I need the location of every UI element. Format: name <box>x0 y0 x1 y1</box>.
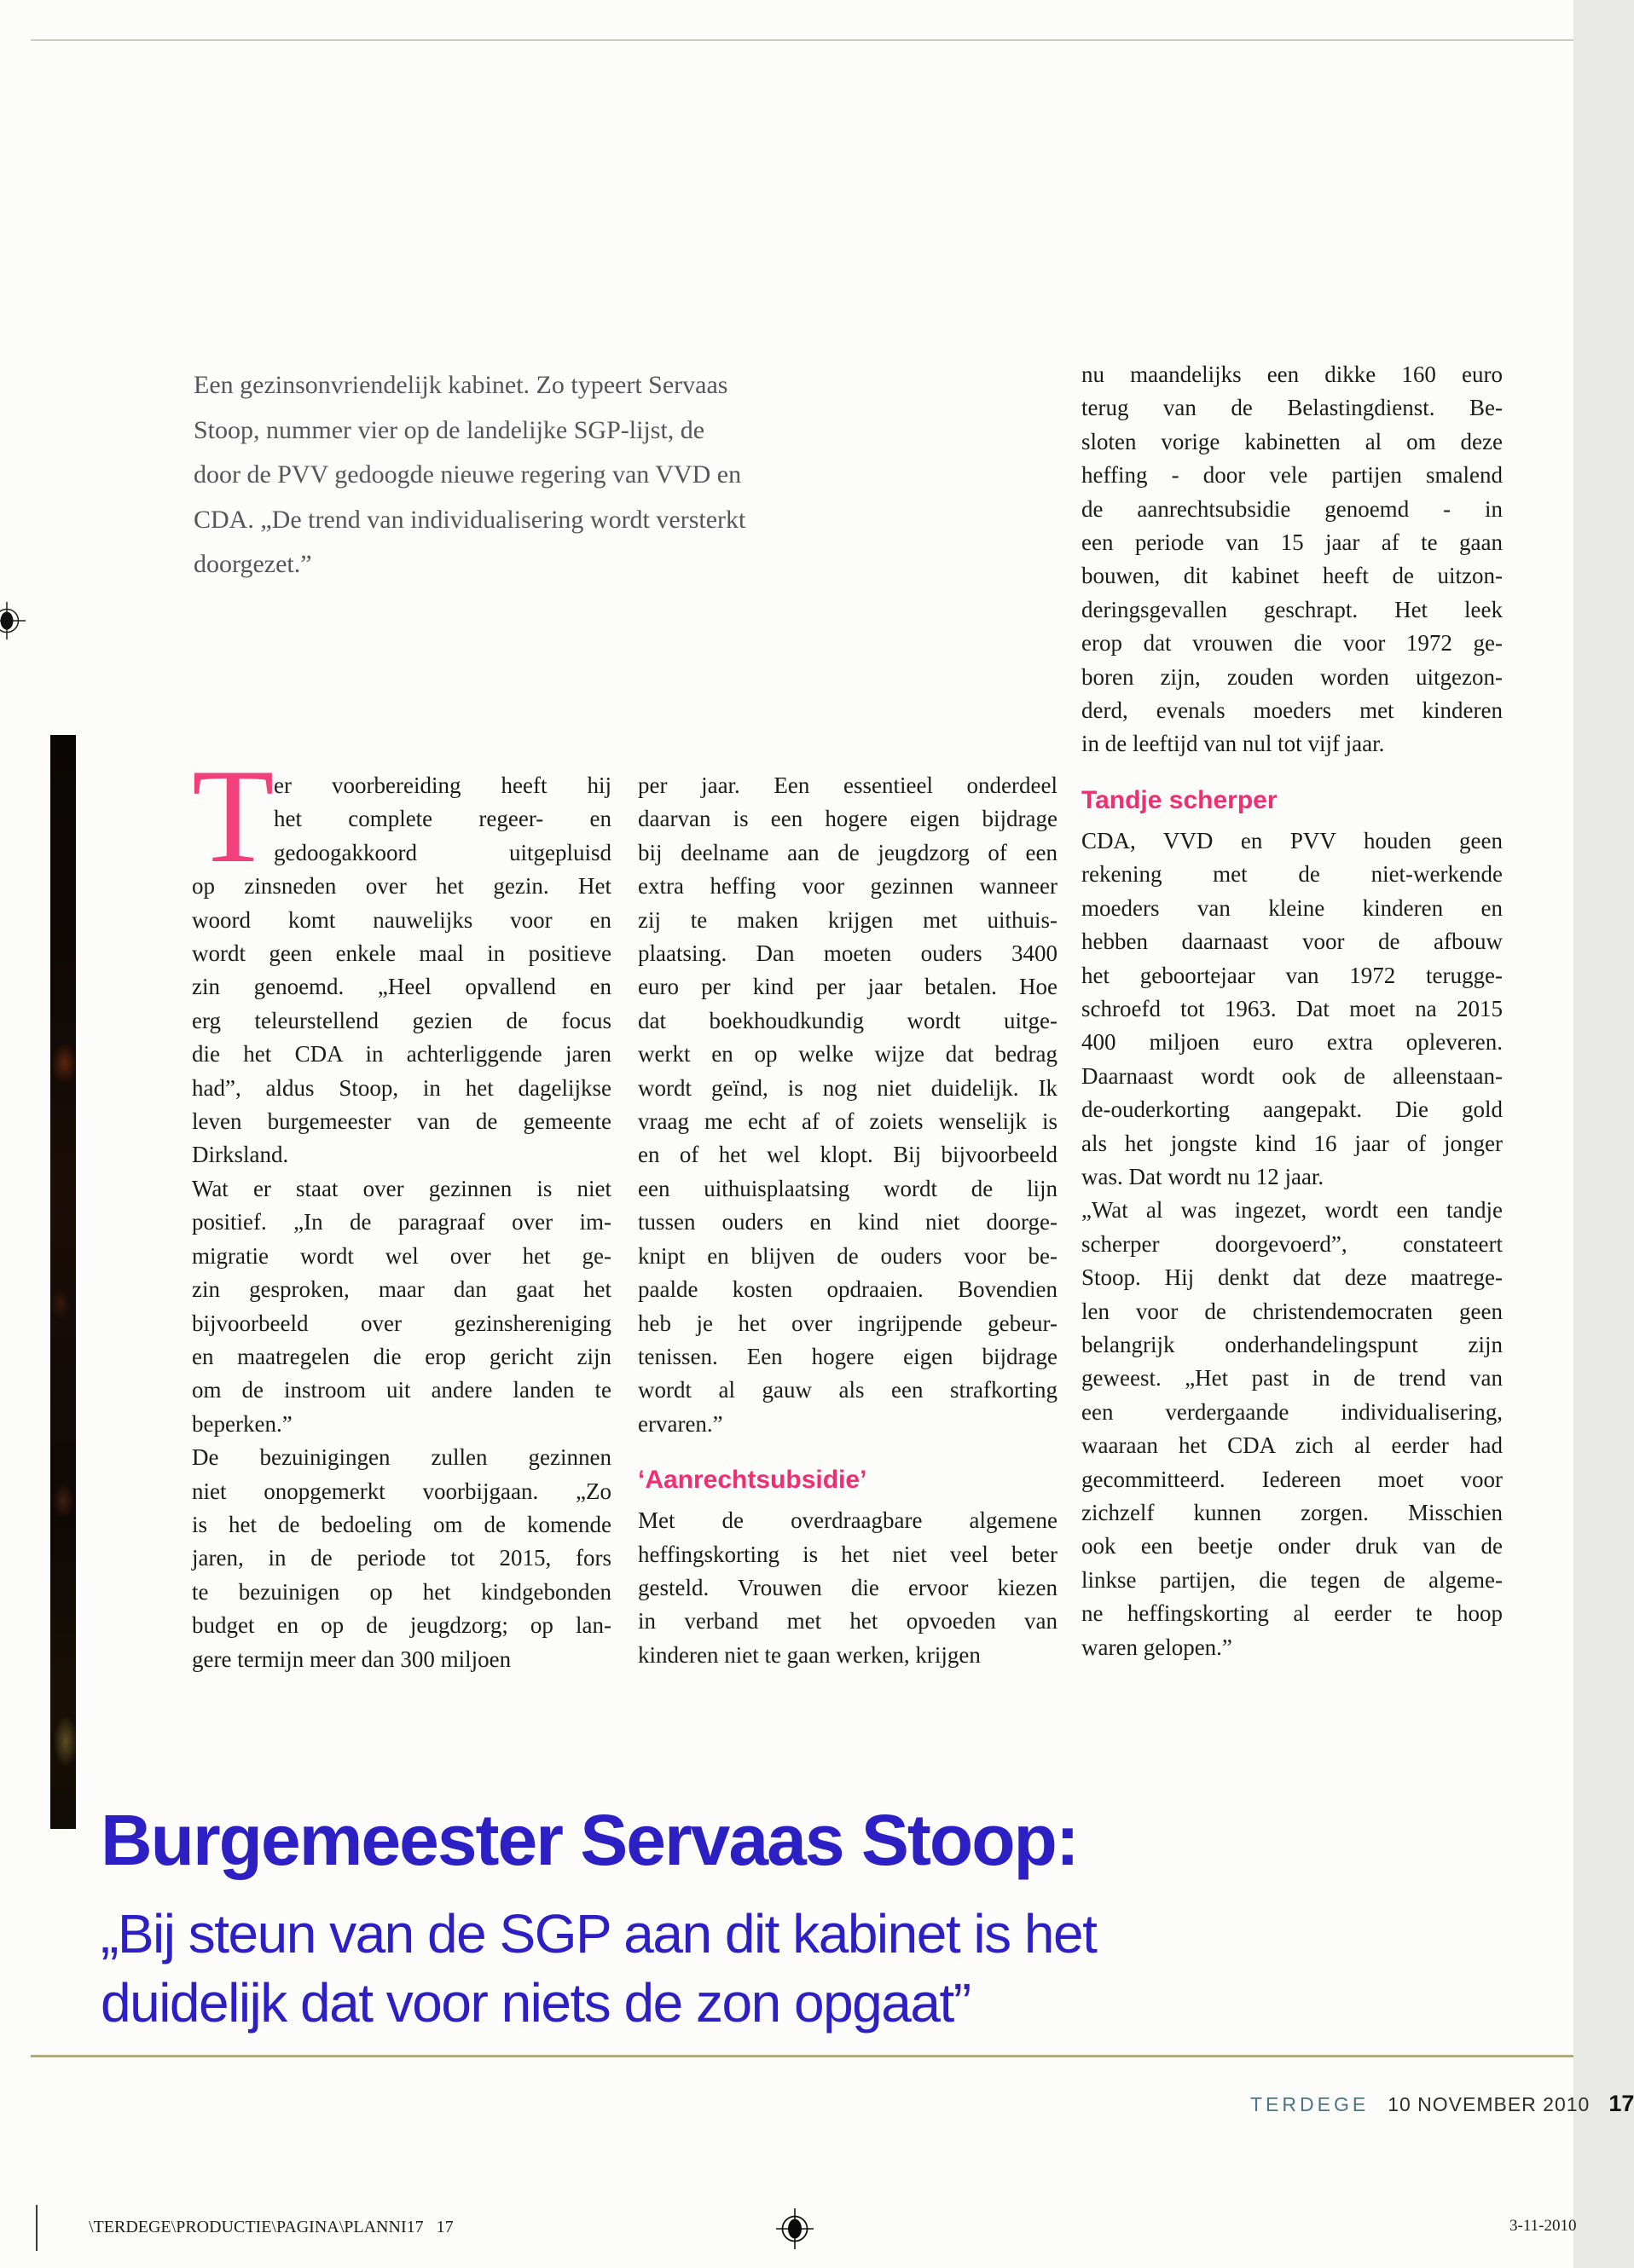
registration-mark-center-icon <box>774 2208 815 2249</box>
text-line: schroefd tot 1963. Dat moet na 2015 <box>1081 995 1503 1021</box>
text-line: niet onopgemerkt voorbijgaan. „Zo <box>192 1478 611 1504</box>
text-line: heffingskorting is het niet veel beter <box>638 1541 1057 1567</box>
footer-page-number: 17 <box>1608 2091 1634 2116</box>
text-line: derd, evenals moeders met kinderen <box>1081 697 1503 724</box>
registration-mark-left-icon <box>0 602 26 639</box>
text-line: het geboortejaar van 1972 terugge- <box>1081 962 1503 988</box>
intro-standfirst <box>194 363 746 587</box>
text-line: wordt al gauw als een strafkorting <box>638 1377 1057 1403</box>
column-3-text-bottom <box>1081 824 1503 1664</box>
text-line: bouwen, dit kabinet heeft de uitzon- <box>1081 563 1503 589</box>
text-line: hebben daarnaast voor de afbouw <box>1081 929 1503 955</box>
text-line: als het jongste kind 16 jaar of jonger <box>1081 1130 1503 1156</box>
text-line: Met de overdraagbare algemene <box>638 1507 1057 1534</box>
print-path: \TERDEGE\PRODUCTIE\PAGINA\PLANNI17 17 <box>89 2218 454 2236</box>
text-line: te bezuinigen op het kindgebonden <box>192 1578 611 1605</box>
text-line: woord komt nauwelijks voor en <box>192 906 611 933</box>
text-line: plaatsing. Dan moeten ouders 3400 <box>638 940 1057 967</box>
text-line: in verband met het opvoeden van <box>638 1608 1057 1634</box>
headline-quote-line-2: duidelijk dat voor niets de zon opgaat” <box>101 1972 971 2034</box>
text-line: per jaar. Een essentieel onderdeel <box>638 772 1057 798</box>
text-line: Stoop, nummer vier op de landelijke SGP-lijst, de <box>194 415 705 444</box>
headline-kicker: Burgemeester Servaas Stoop: <box>101 1800 1078 1880</box>
text-line: vraag me echt af of zoiets wenselijk is <box>638 1108 1057 1135</box>
text-line: door de PVV gedoogde nieuwe regering van VVD en <box>194 460 742 489</box>
text-line: en of het wel klopt. Bij bijvoorbeeld <box>638 1142 1057 1168</box>
column-3-text-top <box>1081 358 1503 761</box>
text-line: een verdergaande individualisering, <box>1081 1398 1503 1425</box>
text-line: terug van de Belastingdienst. Be- <box>1081 395 1503 421</box>
text-line: er voorbereiding heeft hij <box>274 772 611 798</box>
text-line: gere termijn meer dan 300 miljoen <box>192 1646 512 1672</box>
text-line: len voor de christendemocraten geen <box>1081 1298 1503 1324</box>
article-column-3 <box>1081 358 1503 1664</box>
text-line: de-ouderkorting aangepakt. Die gold <box>1081 1096 1503 1123</box>
headline-quote-line-1: „Bij steun van de SGP aan dit kabinet is het <box>101 1903 1097 1964</box>
text-line: het complete regeer- en <box>274 806 611 832</box>
article-column-1 <box>192 742 611 1676</box>
text-line: De bezuinigingen zullen gezinnen <box>192 1444 611 1471</box>
column-2-text-top <box>638 769 1057 1441</box>
subheading-aanrechtsubsidie: ‘Aanrechtsubsidie’ <box>638 1466 867 1495</box>
text-line: kinderen niet te gaan werken, krijgen <box>638 1641 981 1668</box>
text-line: gesteld. Vrouwen die ervoor kiezen <box>638 1574 1057 1600</box>
text-line: een uithuisplaatsing wordt de lijn <box>638 1175 1057 1201</box>
text-line: budget en op de jeugdzorg; op lan- <box>192 1612 611 1639</box>
footer-issue-date: 10 NOVEMBER 2010 <box>1388 2093 1591 2115</box>
text-line: CDA. „De trend van individualisering wordt versterkt <box>194 505 746 534</box>
text-line: positief. „In de paragraaf over im- <box>192 1209 611 1235</box>
text-line: beperken.” <box>192 1410 293 1437</box>
text-line: „Wat al was ingezet, wordt een tandje <box>1081 1197 1503 1224</box>
top-rule <box>31 39 1573 41</box>
text-line: rekening met de niet-werkende <box>1081 861 1503 888</box>
text-line: om de instroom uit andere landen te <box>192 1377 611 1403</box>
text-line: zin gesproken, maar dan gaat het <box>192 1276 611 1303</box>
text-line: de aanrechtsubsidie genoemd - in <box>1081 495 1503 522</box>
text-line: zin genoemd. „Heel opvallend en <box>192 974 611 1000</box>
text-line: dat boekhoudkundig wordt uitge- <box>638 1007 1057 1033</box>
text-line: werkt en op welke wijze dat bedrag <box>638 1041 1057 1067</box>
text-line: deringsgevallen geschrapt. Het leek <box>1081 596 1503 622</box>
crop-tick <box>36 2205 38 2251</box>
text-line: sloten vorige kabinetten al om deze <box>1081 428 1503 454</box>
column-2-text-bottom <box>638 1504 1057 1672</box>
text-line: wordt geen enkele maal in positieve <box>192 940 611 967</box>
text-line: en maatregelen die erop gericht zijn <box>192 1343 611 1369</box>
text-line: scherper doorgevoerd”, constateert <box>1081 1230 1503 1257</box>
headline-quote <box>101 1900 1465 2038</box>
text-line: in de leeftijd van nul tot vijf jaar. <box>1081 731 1385 757</box>
text-line: Een gezinsonvriendelijk kabinet. Zo typeert Servaas <box>194 371 728 399</box>
text-line: erop dat vrouwen die voor 1972 ge- <box>1081 630 1503 657</box>
text-line: nu maandelijks een dikke 160 euro <box>1081 362 1503 387</box>
text-line: zichzelf kunnen zorgen. Misschien <box>1081 1500 1503 1525</box>
text-line: een periode van 15 jaar af te gaan <box>1081 529 1503 556</box>
text-line: was. Dat wordt nu 12 jaar. <box>1081 1163 1324 1189</box>
column-1-text <box>192 742 611 1676</box>
text-line: gecommitteerd. Iedereen moet voor <box>1081 1466 1503 1492</box>
print-date: 3-11-2010 <box>1509 2217 1577 2235</box>
text-line: paalde kosten opdraaien. Bovendien <box>638 1276 1057 1303</box>
text-line: had”, aldus Stoop, in het dagelijkse <box>192 1074 611 1101</box>
text-line: ook een beetje onder druk van de <box>1081 1533 1503 1559</box>
text-line: knipt en blijven de ouders voor be- <box>638 1242 1057 1269</box>
text-line: wordt geïnd, is nog niet duidelijk. Ik <box>638 1074 1057 1101</box>
text-line: ne heffingskorting al eerder te hoop <box>1081 1600 1503 1627</box>
text-line: geweest. „Het past in de trend van <box>1081 1365 1503 1391</box>
article-column-2 <box>638 769 1057 1672</box>
bottom-rule <box>31 2055 1573 2057</box>
text-line: op zinsneden over het gezin. Het <box>192 873 611 900</box>
text-line: Wat er staat over gezinnen is niet <box>192 1175 611 1201</box>
text-line: euro per kind per jaar betalen. Hoe <box>638 974 1057 1000</box>
text-line: die het CDA in achterliggende jaren <box>192 1041 611 1067</box>
photo-edge-strip <box>50 735 76 1829</box>
text-line: heffing - door vele partijen smalend <box>1081 462 1503 489</box>
text-line: ervaren.” <box>638 1410 723 1437</box>
text-line: Stoop. Hij denkt dat deze maatrege- <box>1081 1264 1503 1291</box>
text-line: leven burgemeester van de gemeente <box>192 1108 611 1135</box>
text-line: bij deelname aan de jeugdzorg of een <box>638 839 1057 865</box>
text-line: extra heffing voor gezinnen wanneer <box>638 873 1057 900</box>
text-line: bijvoorbeeld over gezinshereniging <box>192 1310 611 1336</box>
text-line: 400 miljoen euro extra opleveren. <box>1081 1029 1503 1056</box>
footer-magazine-name: TERDEGE <box>1250 2093 1370 2115</box>
text-line: jaren, in de periode tot 2015, fors <box>192 1545 611 1571</box>
text-line: waren gelopen.” <box>1081 1634 1232 1660</box>
drop-cap: T <box>192 742 275 891</box>
text-line: is het de bedoeling om de komende <box>192 1511 611 1537</box>
text-line: heb je het over ingrijpende gebeur- <box>638 1310 1057 1336</box>
text-line: belangrijk onderhandelingspunt zijn <box>1081 1331 1503 1357</box>
text-line: boren zijn, zouden worden uitgezon- <box>1081 663 1503 690</box>
text-line: Dirksland. <box>192 1142 289 1168</box>
text-line: erg teleurstellend gezien de focus <box>192 1007 611 1033</box>
text-line: migratie wordt wel over het ge- <box>192 1242 611 1269</box>
text-line: moeders van kleine kinderen en <box>1081 894 1503 921</box>
text-line: CDA, VVD en PVV houden geen <box>1081 827 1503 853</box>
text-line: tussen ouders en kind niet doorge- <box>638 1209 1057 1235</box>
text-line: linkse partijen, die tegen de algeme- <box>1081 1566 1503 1593</box>
text-line: tenissen. Een hogere eigen bijdrage <box>638 1343 1057 1369</box>
text-line: daarvan is een hogere eigen bijdrage <box>638 806 1057 832</box>
text-line: doorgezet.” <box>194 550 312 578</box>
text-line: waaraan het CDA zich al eerder had <box>1081 1432 1503 1459</box>
magazine-footer <box>1250 2091 1634 2117</box>
text-line: Daarnaast wordt ook de alleenstaan- <box>1081 1062 1503 1089</box>
text-line: gedoogakkoord uitgepluisd <box>274 839 611 865</box>
subheading-tandje-scherper: Tandje scherper <box>1081 785 1278 814</box>
text-line: zij te maken krijgen met uithuis- <box>638 906 1057 933</box>
